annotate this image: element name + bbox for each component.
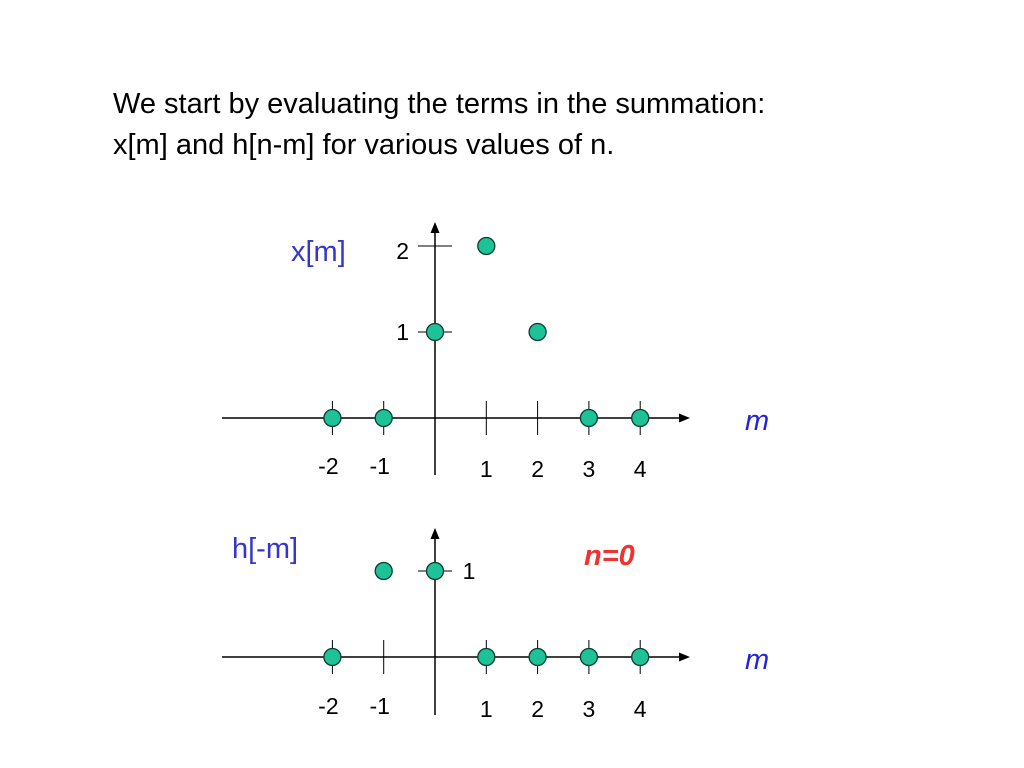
m-tick-label: 3	[582, 456, 596, 482]
m-tick-label: -1	[369, 693, 390, 719]
stem-marker	[427, 563, 444, 580]
stem-marker	[632, 410, 649, 427]
stem-marker	[478, 649, 495, 666]
m-tick-label: 1	[479, 456, 493, 482]
m-tick-label: 1	[479, 696, 493, 722]
m-tick-label: -2	[318, 693, 339, 719]
m-axis-label: m	[745, 405, 770, 437]
stem-marker	[580, 649, 597, 666]
m-tick-label: 2	[531, 456, 544, 482]
m-tick-label: 4	[633, 456, 647, 482]
stem-marker	[324, 649, 341, 666]
value-axis-arrow	[431, 528, 440, 539]
m-axis-label: m	[745, 644, 770, 676]
stem-marker	[478, 238, 495, 255]
m-tick-label: 3	[582, 696, 596, 722]
value-tick-label: 1	[462, 558, 476, 584]
stem-marker	[529, 649, 546, 666]
n-value-annotation: n=0	[584, 540, 635, 572]
m-tick-label: -1	[369, 453, 390, 479]
value-tick-label: 1	[396, 319, 409, 345]
stem-marker	[427, 324, 444, 341]
m-tick-label: 2	[531, 696, 544, 722]
value-axis-arrow	[431, 222, 440, 233]
h-neg-m-stem-plot	[222, 528, 769, 722]
m-tick-label: 4	[633, 696, 647, 722]
m-axis-arrow	[679, 653, 690, 662]
x-m-stem-plot	[222, 222, 769, 482]
stem-marker	[580, 410, 597, 427]
stem-marker	[375, 563, 392, 580]
signal-label: x[m]	[291, 236, 346, 268]
m-tick-label: -2	[318, 453, 339, 479]
stem-marker	[529, 324, 546, 341]
stem-marker	[632, 649, 649, 666]
m-axis-arrow	[679, 414, 690, 423]
signal-label: h[-m]	[232, 533, 299, 565]
value-tick-label: 2	[396, 238, 409, 264]
intro-line-2: x[m] and h[n-m] for various values of n.	[113, 129, 615, 161]
intro-line-1: We start by evaluating the terms in the summation:	[113, 88, 766, 120]
stem-marker	[324, 410, 341, 427]
stem-marker	[375, 410, 392, 427]
